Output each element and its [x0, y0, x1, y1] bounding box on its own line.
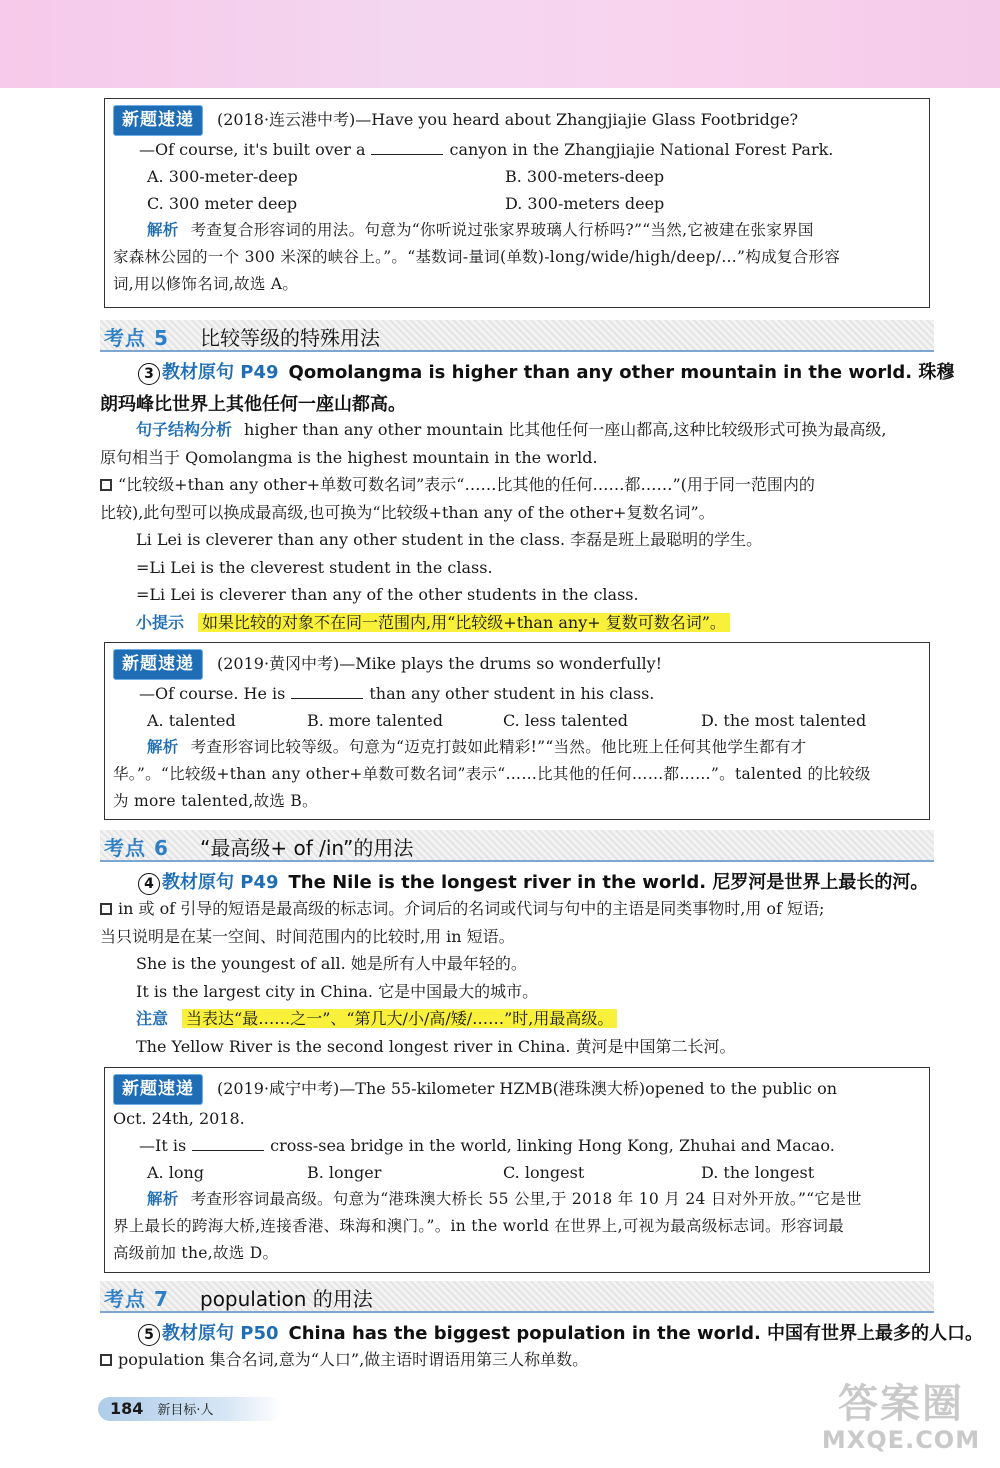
option-a: A. 300-meter-deep: [147, 167, 298, 186]
exercise-line-end: than any other student in his class.: [369, 684, 655, 703]
analysis-text: 高级前加 the,故选 D。: [113, 1244, 279, 1262]
exercise-badge: 新题速递: [113, 105, 203, 136]
rule-text: in 或 of 引导的短语是最高级的标志词。介词后的名词或代词与句中的主语是同类事物时,用 of 短语;: [118, 899, 825, 918]
source-tag: 教材原句 P50: [162, 1323, 279, 1344]
tip-highlight: 如果比较的对象不在同一范围内,用“比较级+than any+ 复数可数名词”。: [198, 613, 730, 632]
point-tag: 考点 6: [104, 836, 169, 860]
source-sentence: The Nile is the longest river in the world. 尼罗河是世界上最长的河。: [288, 872, 929, 893]
option-b: B. longer: [307, 1163, 382, 1182]
option-c: C. less talented: [503, 711, 628, 730]
structure-label: 句子结构分析: [136, 420, 233, 439]
example-sentence: Li Lei is cleverer than any other student in the class. 李磊是班上最聪明的学生。: [136, 530, 763, 549]
structure-text: higher than any other mountain 比其他任何一座山都高,这种比较级形式可换为最高级,: [244, 420, 887, 439]
note-label: 注意: [136, 1009, 169, 1028]
source-sentence-cont: 朗玛峰比世界上其他任何一座山都高。: [100, 394, 406, 415]
analysis-text: 考查复合形容词的用法。句意为“你听说过张家界玻璃人行桥吗?”“当然,它被建在张家界国: [190, 221, 814, 239]
tip-label: 小提示: [136, 612, 185, 632]
square-bullet-icon: [100, 903, 112, 915]
analysis-label: 解析: [147, 1190, 179, 1208]
analysis-text: 界上最长的跨海大桥,连接香港、珠海和澳门。”。in the world 在世界上,可视为最高级标志词。形容词最: [113, 1217, 845, 1235]
page-number: 184: [110, 1399, 144, 1418]
point-title: population 的用法: [200, 1287, 373, 1311]
top-decor-band: [0, 0, 1000, 88]
analysis-text: 为 more talented,故选 B。: [113, 792, 318, 810]
answer-blank: [291, 684, 363, 699]
exercise-line: —It is: [139, 1136, 187, 1155]
source-tag: 教材原句 P49: [162, 872, 279, 893]
analysis-text: 考查形容词最高级。句意为“港珠澳大桥长 55 公里,于 2018 年 10 月 24 日对外开放。”“它是世: [190, 1190, 862, 1208]
rule-text: 当只说明是在某一空间、时间范围内的比较时,用 in 短语。: [100, 926, 515, 946]
example-sentence: =Li Lei is cleverer than any of the other students in the class.: [136, 585, 639, 604]
rule-text: 比较),此句型可以换成最高级,也可换为“比较级+than any of the other+复数名词”。: [100, 502, 715, 522]
series-name: 新目标·人: [157, 1403, 214, 1418]
exercise-badge: 新题速递: [113, 1074, 203, 1105]
rule-text: “比较级+than any other+单数可数名词”表示“……比其他的任何……都……”(用于同一范围内的: [118, 475, 815, 494]
exercise-box-2: [104, 642, 930, 820]
circled-number: 5: [138, 1324, 160, 1346]
exercise-line: —Of course, it's built over a: [139, 140, 366, 159]
point-5-header: [100, 320, 934, 352]
square-bullet-icon: [100, 479, 112, 491]
point-5-body: [100, 416, 934, 636]
textbook-source: [138, 358, 954, 385]
analysis-label: 解析: [147, 221, 179, 239]
exercise-line-end: canyon in the Zhangjiajie National Forest Park.: [449, 140, 834, 159]
point-title: 比较等级的特殊用法: [200, 326, 380, 350]
analysis-text: 考查形容词比较等级。句意为“迈克打鼓如此精彩!”“当然。他比班上任何其他学生都有才: [190, 738, 807, 756]
watermark-url: MXQE.COM: [821, 1426, 981, 1454]
circled-number: 3: [138, 363, 160, 385]
analysis-label: 解析: [147, 738, 179, 756]
option-b: B. more talented: [307, 711, 443, 730]
exercise-box-1: [104, 98, 930, 308]
textbook-source: [138, 868, 928, 895]
point-tag: 考点 7: [104, 1287, 169, 1311]
exercise-line: —Of course. He is: [139, 684, 286, 703]
option-b: B. 300-meters-deep: [505, 167, 665, 186]
option-c: C. 300 meter deep: [147, 194, 298, 213]
source-sentence: Qomolangma is higher than any other mountain in the world. 珠穆: [288, 362, 955, 383]
source-tag: 教材原句 P49: [162, 362, 279, 383]
analysis-text: 家森林公园的一个 300 米深的峡谷上。”。“基数词-量词(单数)-long/wide/high/deep/…”构成复合形容: [113, 248, 841, 266]
option-d: D. the most talented: [701, 711, 867, 730]
exercise-badge: 新题速递: [113, 649, 203, 680]
point-6-body: [100, 895, 934, 1060]
square-bullet-icon: [100, 1354, 112, 1366]
note-highlight: 当表达“最……之一”、“第几大/小/高/矮/……”时,用最高级。: [182, 1009, 617, 1028]
example-sentence: The Yellow River is the second longest river in China. 黄河是中国第二长河。: [136, 1036, 736, 1056]
answer-blank: [371, 140, 443, 155]
rule-text: population 集合名词,意为“人口”,做主语时谓语用第三人称单数。: [118, 1350, 589, 1369]
source-sentence: China has the biggest population in the world. 中国有世界上最多的人口。: [288, 1323, 984, 1344]
exercise-stem: (2018·连云港中考)—Have you heard about Zhangjiajie Glass Footbridge?: [217, 110, 799, 129]
exercise-stem-cont: Oct. 24th, 2018.: [113, 1109, 245, 1128]
textbook-source: [138, 1319, 983, 1346]
example-sentence: It is the largest city in China. 它是中国最大的城市。: [136, 981, 539, 1001]
page-footer: [98, 1397, 282, 1421]
point-6-header: [100, 830, 934, 862]
watermark: [808, 1382, 994, 1454]
exercise-box-3: [104, 1067, 930, 1273]
point-title: “最高级+ of /in”的用法: [200, 836, 414, 860]
circled-number: 4: [138, 873, 160, 895]
example-sentence: She is the youngest of all. 她是所有人中最年轻的。: [136, 954, 527, 973]
point-7-body: [100, 1346, 934, 1374]
exercise-line-end: cross-sea bridge in the world, linking Hong Kong, Zhuhai and Macao.: [270, 1136, 835, 1155]
option-a: A. long: [147, 1163, 205, 1182]
answer-blank: [192, 1136, 264, 1151]
analysis-text: 词,用以修饰名词,故选 A。: [113, 275, 299, 293]
exercise-stem: (2019·黄冈中考)—Mike plays the drums so wonderfully!: [217, 654, 663, 673]
option-c: C. longest: [503, 1163, 585, 1182]
exercise-stem: (2019·咸宁中考)—The 55-kilometer HZMB(港珠澳大桥)opened to the public on: [217, 1079, 838, 1098]
point-7-header: [100, 1281, 934, 1313]
analysis-text: 华。”。“比较级+than any other+单数可数名词”表示“……比其他的任何……都……”。talented 的比较级: [113, 765, 871, 783]
option-d: D. the longest: [701, 1163, 815, 1182]
watermark-logo: 答案圈: [838, 1381, 964, 1427]
option-a: A. talented: [147, 711, 236, 730]
structure-text: 原句相当于 Qomolangma is the highest mountain in the world.: [100, 447, 598, 467]
option-d: D. 300-meters deep: [505, 194, 665, 213]
example-sentence: =Li Lei is the cleverest student in the class.: [136, 557, 493, 577]
point-tag: 考点 5: [104, 326, 169, 350]
